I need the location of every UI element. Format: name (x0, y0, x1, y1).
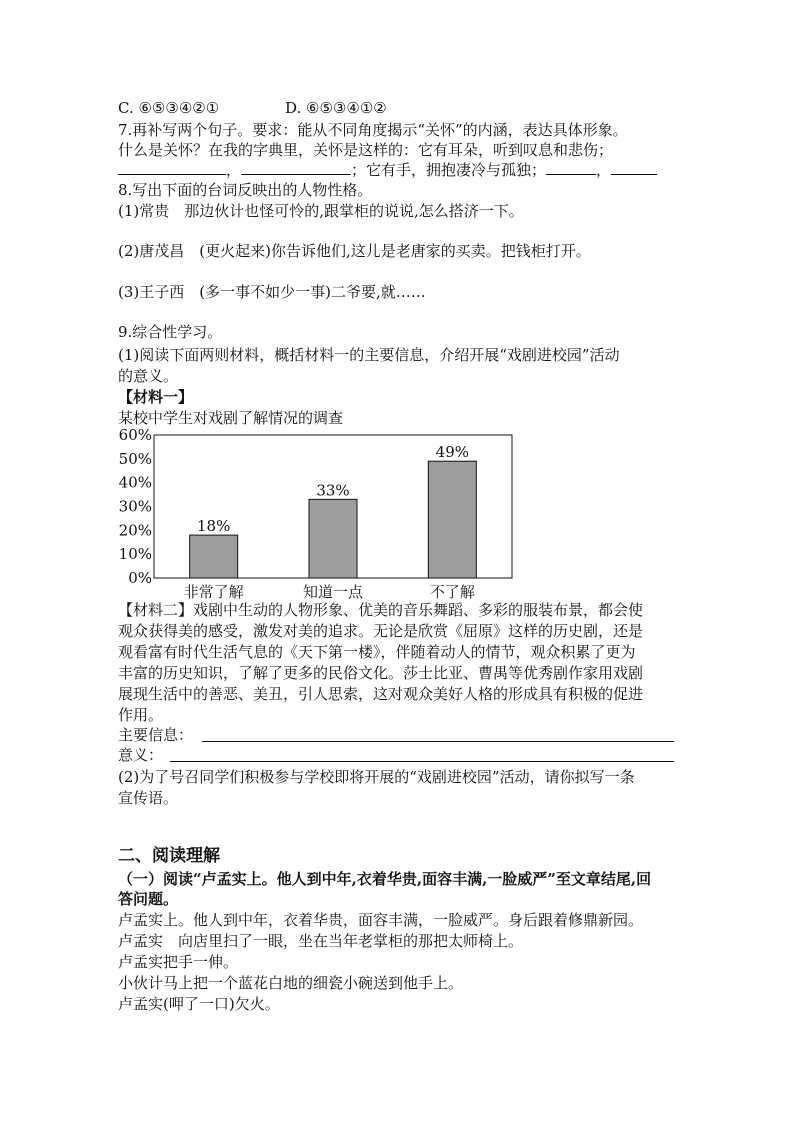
y-tick-label: 60% (118, 428, 152, 444)
bar-value-label: 33% (316, 481, 350, 500)
y-tick-label: 20% (118, 521, 152, 540)
meaning-answer-line[interactable] (170, 761, 674, 762)
bar (309, 499, 357, 578)
meaning-label: 意义： (118, 746, 164, 764)
q7-answer-line (118, 160, 657, 180)
option-c: C. ⑥⑤③④②① (118, 99, 220, 117)
section2-instr-line1: （一）阅读“卢孟实上。他人到中年,衣着华贵,面容丰满,一脸威严”至文章结尾,回 (118, 870, 652, 888)
x-category-label: 知道一点 (302, 583, 364, 601)
passage-para-1: 卢孟实上。他人到中年，衣着华贵，面容丰满，一脸威严。身后跟着修鼎新园。 (118, 911, 644, 929)
material2-line5: 展现生活中的善恶、美丑，引人思索，这对观众美好人格的形成具有积极的促进 (118, 685, 644, 703)
survey-bar-chart (112, 428, 532, 603)
material2-line1: 【材料二】戏剧中生动的人物形象、优美的音乐舞蹈、多彩的服装布景，都会使 (118, 601, 644, 619)
option-d: D. ⑥⑤③④①② (285, 99, 387, 117)
q9-sub2-line1: (2)为了号召同学们积极参与学校即将开展的“戏剧进校园”活动，请你拟写一条 (118, 768, 635, 786)
y-tick-label: 0% (128, 569, 152, 587)
x-category-label: 不了解 (429, 583, 475, 601)
bar (428, 461, 476, 578)
bar-value-label: 49% (435, 443, 470, 462)
q9-title: 9.综合性学习。 (118, 323, 223, 341)
q9-sub1-line2: 的意义。 (118, 367, 179, 385)
passage-para-5: 卢孟实(呷了一口)欠火。 (118, 995, 280, 1013)
q7-comma: ， (596, 161, 612, 179)
q8-item-3: (3)王子西 (多一事不如少一事)二爷要,就…… (118, 283, 426, 301)
section2-instr-line2: 答问题。 (118, 890, 179, 908)
q9-sub2-line2: 宣传语。 (118, 789, 179, 807)
q7-blank-1[interactable] (118, 160, 226, 175)
passage-para-4: 小伙计马上把一个蓝花白地的细瓷小碗送到他手上。 (118, 974, 464, 992)
q7-sep: ， (226, 161, 242, 179)
material2-line4: 丰富的历史知识，了解了更多的民俗文化。莎士比亚、曹禺等优秀剧作家用戏剧 (118, 664, 644, 682)
material2-line2: 观众获得美的感受，激发对美的追求。无论是欣赏《屈原》这样的历史剧，还是 (118, 622, 644, 640)
q7-blank-2[interactable] (241, 160, 351, 175)
passage-para-3: 卢孟实把手一伸。 (118, 953, 239, 971)
q9-sub1-line1: (1)阅读下面两则材料，概括材料一的主要信息，介绍开展“戏剧进校园”活动 (118, 346, 620, 364)
x-category-label: 非常了解 (183, 583, 244, 601)
y-tick-label: 40% (118, 473, 152, 492)
material2-line3: 观看富有时代生活气息的《天下第一楼》，伴随着动人的情节，观众积累了更为 (118, 643, 636, 661)
bar-value-label: 18% (196, 517, 231, 536)
material2-line6: 作用。 (118, 706, 164, 724)
q7-prompt-line2: 什么是关怀？在我的字典里，关怀是这样的：它有耳朵，听到叹息和悲伤； (118, 141, 614, 159)
q7-prompt-line1: 7.再补写两个句子。要求：能从不同角度揭示“关怀”的内涵，表达具体形象。 (118, 121, 628, 139)
material1-label: 【材料一】 (118, 388, 194, 406)
q8-item-1: (1)常贵 那边伙计也怪可怜的,跟掌柜的说说,怎么搭济一下。 (118, 202, 524, 220)
q8-item-2: (2)唐茂昌 (更火起来)你告诉他们,这儿是老唐家的买卖。把钱柜打开。 (118, 242, 591, 260)
q7-middle-text: ；它有手，拥抱凄冷与孤独； (351, 161, 547, 179)
main-info-answer-line[interactable] (202, 741, 674, 742)
chart-caption: 某校中学生对戏剧了解情况的调查 (118, 409, 344, 427)
q7-blank-3[interactable] (546, 160, 596, 175)
y-tick-label: 30% (118, 497, 152, 516)
y-tick-label: 10% (118, 545, 152, 564)
y-tick-label: 50% (118, 449, 152, 468)
passage-para-2: 卢孟实 向店里扫了一眼，坐在当年老掌柜的那把太师椅上。 (118, 932, 524, 950)
q8-title: 8.写出下面的台词反映出的人物性格。 (118, 181, 373, 199)
q7-blank-4[interactable] (611, 160, 657, 175)
section2-heading: 二、阅读理解 (118, 846, 220, 866)
main-info-label: 主要信息： (118, 726, 194, 744)
bar (190, 535, 238, 578)
